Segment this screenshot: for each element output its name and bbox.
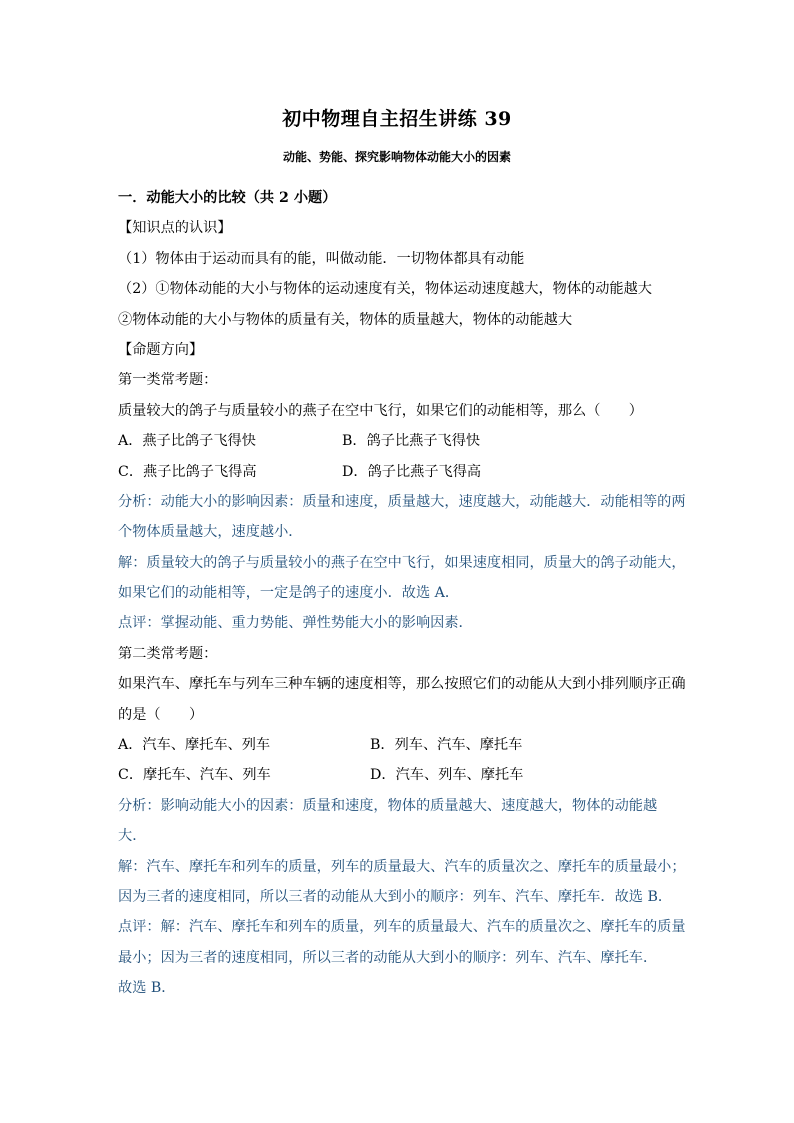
section-heading: 一．动能大小的比较（共 2 小题） xyxy=(118,190,337,206)
q2-comment-line-1: 点评：解：汽车、摩托车和列车的质量，列车的质量最大、汽车的质量次之、摩托车的质量 xyxy=(118,919,686,936)
q2-comment-line-2: 最小；因为三者的速度相同，所以三者的动能从大到小的顺序：列车、汽车、摩托车． xyxy=(118,949,658,966)
knowledge-label: 【知识点的认识】 xyxy=(118,220,232,237)
q2-solution-line-2: 因为三者的速度相同，所以三者的动能从大到小的顺序：列车、汽车、摩托车．故选 B． xyxy=(118,888,673,905)
q1-stem: 质量较大的鸽子与质量较小的燕子在空中飞行，如果它们的动能相等，那么（ ） xyxy=(118,402,643,419)
q1-options-row-1 xyxy=(118,426,678,456)
q1-option-c: C．燕子比鸽子飞得高 xyxy=(118,463,257,480)
q1-solution-line-2: 如果它们的动能相等，一定是鸽子的速度小．故选 A． xyxy=(118,585,460,602)
q1-option-a: A．燕子比鸽子飞得快 xyxy=(118,433,256,450)
q2-option-d: D．汽车、列车、摩托车 xyxy=(370,767,524,784)
q1-analysis-line-2: 个物体质量越大，速度越小． xyxy=(118,524,303,541)
q2-type-label: 第二类常考题： xyxy=(118,645,218,662)
q2-option-a: A．汽车、摩托车、列车 xyxy=(118,737,271,754)
q2-stem-line-2: 的是（ ） xyxy=(118,706,204,723)
q2-analysis-line-1: 分析：影响动能大小的因素：质量和速度，物体的质量越大、速度越大，物体的动能越 xyxy=(118,797,658,814)
q1-option-b: B．鸽子比燕子飞得快 xyxy=(342,433,481,450)
page-subtitle: 动能、势能、探究影响物体动能大小的因素 xyxy=(282,150,511,164)
q1-solution-line-1: 解：质量较大的鸽子与质量较小的燕子在空中飞行，如果速度相同，质量大的鸽子动能大， xyxy=(118,554,686,571)
q2-option-b: B．列车、汽车、摩托车 xyxy=(370,737,523,754)
q2-comment-line-3: 故选 B． xyxy=(118,980,176,997)
q1-options-row-2 xyxy=(118,457,678,487)
q1-type-label: 第一类常考题： xyxy=(118,372,218,389)
q2-options-row-1 xyxy=(118,730,678,760)
q2-options-row-2 xyxy=(118,760,678,790)
document-body xyxy=(118,183,686,1004)
q1-analysis-line-1: 分析：动能大小的影响因素：质量和速度，质量越大，速度越大，动能越大．动能相等的两 xyxy=(118,493,686,510)
q1-option-d: D．鸽子比燕子飞得高 xyxy=(342,463,482,480)
q2-stem-line-1: 如果汽车、摩托车与列车三种车辆的速度相等，那么按照它们的动能从大到小排列顺序正确 xyxy=(118,676,686,693)
knowledge-point-2: （2）①物体动能的大小与物体的运动速度有关，物体运动速度越大，物体的动能越大 xyxy=(118,281,652,298)
q2-option-c: C．摩托车、汽车、列车 xyxy=(118,767,271,784)
knowledge-point-1: （1）物体由于运动而具有的能，叫做动能．一切物体都具有动能 xyxy=(118,250,525,267)
q2-analysis-line-2: 大． xyxy=(118,828,147,845)
direction-label: 【命题方向】 xyxy=(118,341,204,358)
page-title: 初中物理自主招生讲练 39 xyxy=(282,108,512,130)
q2-solution-line-1: 解：汽车、摩托车和列车的质量，列车的质量最大、汽车的质量次之、摩托车的质量最小； xyxy=(118,858,686,875)
q1-comment: 点评：掌握动能、重力势能、弹性势能大小的影响因素． xyxy=(118,615,473,632)
knowledge-point-3: ②物体动能的大小与物体的质量有关，物体的质量越大，物体的动能越大 xyxy=(118,311,573,328)
